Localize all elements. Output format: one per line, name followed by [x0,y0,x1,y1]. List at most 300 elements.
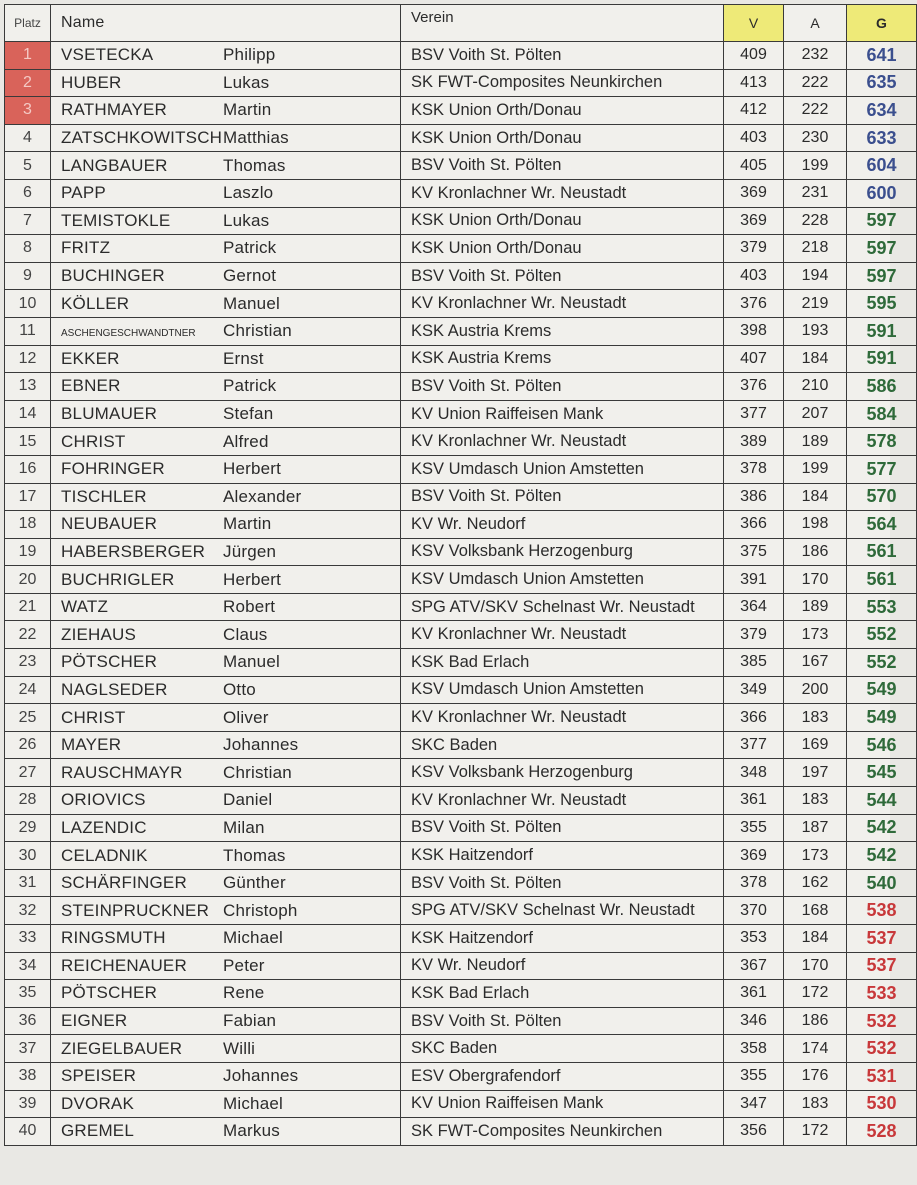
total-score-cell: 597 [847,207,917,235]
a-score-cell: 170 [784,952,847,980]
name-cell [51,97,401,125]
lastname: CHRIST [61,431,126,451]
firstname: Lukas [223,210,270,230]
lastname: BLUMAUER [61,404,158,424]
v-score-cell: 403 [724,124,784,152]
header-verein: Verein [401,5,724,42]
v-score-cell: 403 [724,262,784,290]
club-cell: BSV Voith St. Pölten [401,152,724,180]
total-score-cell: 545 [847,759,917,787]
club-cell: BSV Voith St. Pölten [401,42,724,70]
name-cell [51,593,401,621]
table-row [5,869,917,897]
header-g: G [847,5,917,42]
firstname: Markus [223,1121,280,1141]
v-score-cell: 370 [724,897,784,925]
table-row [5,400,917,428]
table-row [5,455,917,483]
lastname: CELADNIK [61,845,148,865]
lastname: ZIEGELBAUER [61,1038,183,1058]
total-score-cell: 533 [847,980,917,1008]
table-row [5,593,917,621]
v-score-cell: 398 [724,317,784,345]
club-cell: KSK Union Orth/Donau [401,235,724,263]
firstname: Christian [223,321,292,341]
rank-cell: 30 [5,842,51,870]
lastname: ORIOVICS [61,790,146,810]
total-score-cell: 561 [847,566,917,594]
a-score-cell: 172 [784,980,847,1008]
rank-cell: 22 [5,621,51,649]
name-cell [51,483,401,511]
lastname: NEUBAUER [61,514,158,534]
name-cell [51,952,401,980]
lastname: REICHENAUER [61,955,187,975]
name-cell [51,787,401,815]
v-score-cell: 391 [724,566,784,594]
total-score-cell: 552 [847,649,917,677]
total-score-cell: 530 [847,1090,917,1118]
name-cell [51,731,401,759]
firstname: Günther [223,873,286,893]
total-score-cell: 537 [847,952,917,980]
club-cell: KV Kronlachner Wr. Neustadt [401,428,724,456]
a-score-cell: 169 [784,731,847,759]
firstname: Martin [223,514,272,534]
table-row [5,814,917,842]
rank-cell: 34 [5,952,51,980]
rank-cell: 24 [5,676,51,704]
lastname: ZATSCHKOWITSCH [61,128,223,148]
table-row [5,538,917,566]
rank-cell: 31 [5,869,51,897]
header-row [5,5,917,42]
club-cell: BSV Voith St. Pölten [401,262,724,290]
total-score-cell: 532 [847,1007,917,1035]
name-cell [51,1090,401,1118]
table-row [5,235,917,263]
club-cell: SPG ATV/SKV Schelnast Wr. Neustadt [401,897,724,925]
firstname: Rene [223,983,265,1003]
name-cell [51,455,401,483]
lastname: KÖLLER [61,293,130,313]
club-cell: KSV Umdasch Union Amstetten [401,455,724,483]
a-score-cell: 218 [784,235,847,263]
name-cell [51,42,401,70]
club-cell: BSV Voith St. Pölten [401,869,724,897]
v-score-cell: 367 [724,952,784,980]
club-cell: KSK Bad Erlach [401,980,724,1008]
firstname: Peter [223,955,265,975]
club-cell: KSK Union Orth/Donau [401,97,724,125]
v-score-cell: 349 [724,676,784,704]
a-score-cell: 170 [784,566,847,594]
v-score-cell: 405 [724,152,784,180]
rank-cell: 10 [5,290,51,318]
table-row [5,511,917,539]
v-score-cell: 386 [724,483,784,511]
rank-cell: 28 [5,787,51,815]
v-score-cell: 389 [724,428,784,456]
v-score-cell: 409 [724,42,784,70]
total-score-cell: 546 [847,731,917,759]
rank-cell: 23 [5,649,51,677]
a-score-cell: 222 [784,69,847,97]
name-cell [51,400,401,428]
lastname: PAPP [61,183,106,203]
lastname: CHRIST [61,707,126,727]
rank-cell: 38 [5,1062,51,1090]
lastname: ZIEHAUS [61,624,137,644]
rank-cell: 12 [5,345,51,373]
a-score-cell: 187 [784,814,847,842]
firstname: Claus [223,624,268,644]
a-score-cell: 207 [784,400,847,428]
club-cell: KV Union Raiffeisen Mank [401,1090,724,1118]
v-score-cell: 355 [724,814,784,842]
rank-cell: 35 [5,980,51,1008]
table-row [5,317,917,345]
table-row [5,731,917,759]
firstname: Stefan [223,404,274,424]
table-row [5,980,917,1008]
v-score-cell: 377 [724,731,784,759]
name-cell [51,317,401,345]
lastname: PÖTSCHER [61,983,158,1003]
table-row [5,759,917,787]
name-cell [51,980,401,1008]
table-row [5,262,917,290]
v-score-cell: 353 [724,925,784,953]
firstname: Manuel [223,293,280,313]
firstname: Willi [223,1038,256,1058]
rank-cell: 5 [5,152,51,180]
rank-cell: 6 [5,179,51,207]
total-score-cell: 553 [847,593,917,621]
v-score-cell: 361 [724,787,784,815]
lastname: STEINPRUCKNER [61,900,210,920]
header-v: V [724,5,784,42]
club-cell: KSV Volksbank Herzogenburg [401,538,724,566]
rank-cell: 26 [5,731,51,759]
lastname: PÖTSCHER [61,652,158,672]
name-cell [51,345,401,373]
club-cell: KSV Volksbank Herzogenburg [401,759,724,787]
name-cell [51,69,401,97]
club-cell: BSV Voith St. Pölten [401,483,724,511]
total-score-cell: 578 [847,428,917,456]
name-cell [51,207,401,235]
name-cell [51,925,401,953]
firstname: Philipp [223,45,276,65]
firstname: Martin [223,100,272,120]
table-row [5,1118,917,1146]
firstname: Michael [223,928,283,948]
firstname: Herbert [223,569,282,589]
total-score-cell: 641 [847,42,917,70]
v-score-cell: 378 [724,455,784,483]
name-cell [51,566,401,594]
club-cell: KV Kronlachner Wr. Neustadt [401,290,724,318]
firstname: Lukas [223,72,270,92]
name-cell [51,124,401,152]
firstname: Christoph [223,900,298,920]
a-score-cell: 200 [784,676,847,704]
total-score-cell: 597 [847,262,917,290]
a-score-cell: 198 [784,511,847,539]
total-score-cell: 635 [847,69,917,97]
total-score-cell: 538 [847,897,917,925]
header-name: Name [51,5,401,42]
a-score-cell: 219 [784,290,847,318]
v-score-cell: 376 [724,373,784,401]
name-cell [51,649,401,677]
v-score-cell: 366 [724,704,784,732]
rank-cell: 36 [5,1007,51,1035]
a-score-cell: 231 [784,179,847,207]
lastname: HUBER [61,72,122,92]
rank-cell: 17 [5,483,51,511]
lastname: HABERSBERGER [61,541,206,561]
v-score-cell: 356 [724,1118,784,1146]
rank-cell: 29 [5,814,51,842]
lastname: RATHMAYER [61,100,168,120]
lastname: DVORAK [61,1093,134,1113]
lastname: LANGBAUER [61,155,168,175]
lastname: ASCHENGESCHWANDTNER [61,328,196,340]
rank-cell: 9 [5,262,51,290]
total-score-cell: 542 [847,842,917,870]
v-score-cell: 412 [724,97,784,125]
v-score-cell: 348 [724,759,784,787]
club-cell: ESV Obergrafendorf [401,1062,724,1090]
results-table [4,4,917,1146]
name-cell [51,1062,401,1090]
firstname: Thomas [223,845,286,865]
lastname: BUCHINGER [61,266,165,286]
club-cell: SPG ATV/SKV Schelnast Wr. Neustadt [401,593,724,621]
name-cell [51,1118,401,1146]
a-score-cell: 197 [784,759,847,787]
firstname: Gernot [223,266,277,286]
table-row [5,1007,917,1035]
name-cell [51,511,401,539]
v-score-cell: 355 [724,1062,784,1090]
club-cell: SKC Baden [401,1035,724,1063]
v-score-cell: 385 [724,649,784,677]
rank-cell: 13 [5,373,51,401]
a-score-cell: 162 [784,869,847,897]
v-score-cell: 379 [724,235,784,263]
firstname: Patrick [223,238,277,258]
results-body [5,42,917,1146]
name-cell [51,152,401,180]
club-cell: SK FWT-Composites Neunkirchen [401,69,724,97]
a-score-cell: 186 [784,1007,847,1035]
firstname: Robert [223,597,276,617]
lastname: EKKER [61,348,120,368]
a-score-cell: 186 [784,538,847,566]
name-cell [51,179,401,207]
name-cell [51,1007,401,1035]
club-cell: KSK Union Orth/Donau [401,124,724,152]
table-row [5,124,917,152]
club-cell: KV Kronlachner Wr. Neustadt [401,179,724,207]
club-cell: SK FWT-Composites Neunkirchen [401,1118,724,1146]
lastname: WATZ [61,597,109,617]
table-row [5,952,917,980]
total-score-cell: 586 [847,373,917,401]
total-score-cell: 537 [847,925,917,953]
table-row [5,97,917,125]
rank-cell: 16 [5,455,51,483]
firstname: Otto [223,679,256,699]
table-row [5,69,917,97]
firstname: Thomas [223,155,286,175]
total-score-cell: 597 [847,235,917,263]
table-row [5,787,917,815]
v-score-cell: 369 [724,179,784,207]
firstname: Milan [223,817,265,837]
a-score-cell: 193 [784,317,847,345]
v-score-cell: 376 [724,290,784,318]
table-row [5,345,917,373]
table-row [5,42,917,70]
lastname: FOHRINGER [61,459,165,479]
table-row [5,428,917,456]
club-cell: KV Kronlachner Wr. Neustadt [401,787,724,815]
a-score-cell: 199 [784,455,847,483]
results-sheet [4,4,897,1146]
lastname: EBNER [61,376,121,396]
lastname: RAUSCHMAYR [61,762,183,782]
total-score-cell: 532 [847,1035,917,1063]
a-score-cell: 189 [784,428,847,456]
v-score-cell: 369 [724,842,784,870]
lastname: GREMEL [61,1121,134,1141]
firstname: Christian [223,762,292,782]
club-cell: KV Wr. Neudorf [401,952,724,980]
club-cell: SKC Baden [401,731,724,759]
total-score-cell: 564 [847,511,917,539]
table-row [5,152,917,180]
firstname: Patrick [223,376,277,396]
rank-cell: 40 [5,1118,51,1146]
club-cell: BSV Voith St. Pölten [401,373,724,401]
a-score-cell: 183 [784,787,847,815]
total-score-cell: 549 [847,704,917,732]
club-cell: KV Kronlachner Wr. Neustadt [401,621,724,649]
table-row [5,676,917,704]
rank-cell: 3 [5,97,51,125]
rank-cell: 15 [5,428,51,456]
rank-cell: 25 [5,704,51,732]
club-cell: BSV Voith St. Pölten [401,814,724,842]
total-score-cell: 577 [847,455,917,483]
table-row [5,649,917,677]
v-score-cell: 377 [724,400,784,428]
name-cell [51,235,401,263]
club-cell: KSK Austria Krems [401,317,724,345]
club-cell: KSK Haitzendorf [401,842,724,870]
v-score-cell: 375 [724,538,784,566]
v-score-cell: 346 [724,1007,784,1035]
total-score-cell: 549 [847,676,917,704]
total-score-cell: 544 [847,787,917,815]
rank-cell: 37 [5,1035,51,1063]
name-cell [51,842,401,870]
rank-cell: 11 [5,317,51,345]
club-cell: KV Union Raiffeisen Mank [401,400,724,428]
rank-cell: 8 [5,235,51,263]
firstname: Alfred [223,431,269,451]
total-score-cell: 584 [847,400,917,428]
table-row [5,897,917,925]
rank-cell: 7 [5,207,51,235]
a-score-cell: 183 [784,704,847,732]
name-cell [51,869,401,897]
table-row [5,704,917,732]
lastname: VSETECKA [61,45,154,65]
a-score-cell: 167 [784,649,847,677]
total-score-cell: 633 [847,124,917,152]
name-cell [51,621,401,649]
club-cell: KV Wr. Neudorf [401,511,724,539]
v-score-cell: 379 [724,621,784,649]
a-score-cell: 228 [784,207,847,235]
a-score-cell: 210 [784,373,847,401]
club-cell: KSK Austria Krems [401,345,724,373]
a-score-cell: 199 [784,152,847,180]
v-score-cell: 413 [724,69,784,97]
a-score-cell: 176 [784,1062,847,1090]
table-row [5,842,917,870]
firstname: Laszlo [223,183,274,203]
rank-cell: 14 [5,400,51,428]
total-score-cell: 604 [847,152,917,180]
firstname: Johannes [223,735,299,755]
v-score-cell: 361 [724,980,784,1008]
table-row [5,1035,917,1063]
a-score-cell: 168 [784,897,847,925]
total-score-cell: 542 [847,814,917,842]
total-score-cell: 600 [847,179,917,207]
lastname: FRITZ [61,238,111,258]
v-score-cell: 378 [724,869,784,897]
v-score-cell: 369 [724,207,784,235]
table-row [5,925,917,953]
rank-cell: 20 [5,566,51,594]
lastname: BUCHRIGLER [61,569,175,589]
firstname: Michael [223,1093,283,1113]
name-cell [51,290,401,318]
rank-cell: 39 [5,1090,51,1118]
a-score-cell: 174 [784,1035,847,1063]
firstname: Daniel [223,790,273,810]
total-score-cell: 570 [847,483,917,511]
v-score-cell: 358 [724,1035,784,1063]
total-score-cell: 528 [847,1118,917,1146]
rank-cell: 2 [5,69,51,97]
lastname: LAZENDIC [61,817,147,837]
total-score-cell: 561 [847,538,917,566]
rank-cell: 1 [5,42,51,70]
total-score-cell: 591 [847,345,917,373]
name-cell [51,428,401,456]
lastname: EIGNER [61,1011,128,1031]
rank-cell: 19 [5,538,51,566]
rank-cell: 27 [5,759,51,787]
